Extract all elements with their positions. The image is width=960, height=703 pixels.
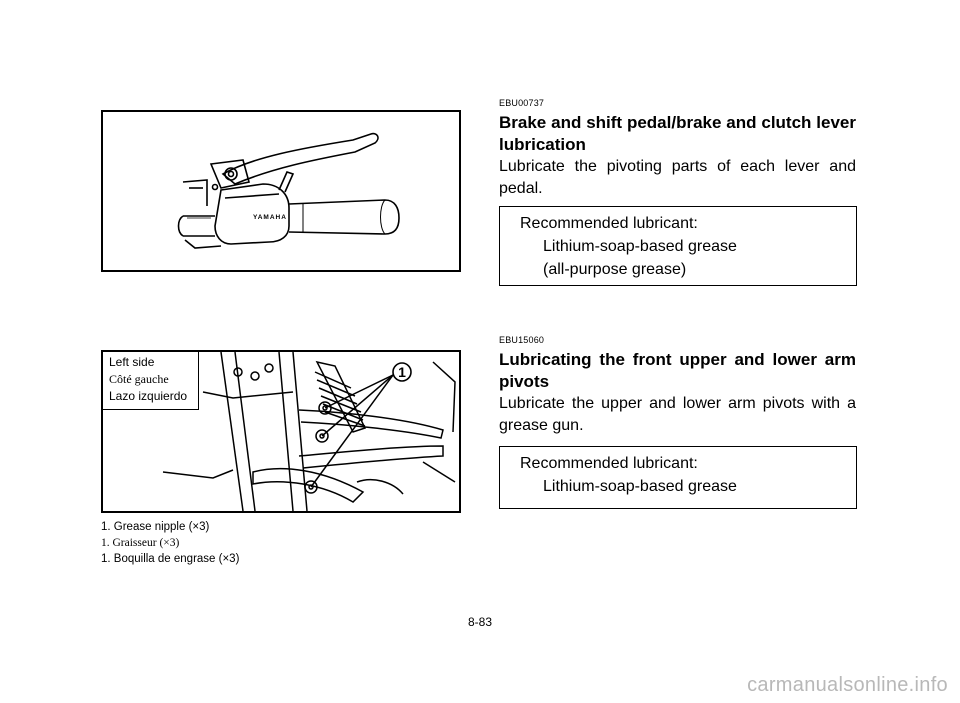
clutch-lever-figure [101,110,461,272]
section2-box-line-1: Lithium-soap-based grease [543,478,737,495]
section1-box-line-2: (all-purpose grease) [543,261,687,278]
section1-heading: Brake and shift pedal/brake and clutch lever lubrication [499,113,856,154]
yamaha-logo-text: YAMAHA [253,214,287,221]
section1-box-line-1: Lithium-soap-based grease [543,238,737,255]
caption-en: 1. Grease nipple (×3) [101,521,210,533]
caption-fr: 1. Graisseur (×3) [101,537,180,549]
section1-body: Lubricate the pivoting parts of each lever and pedal. [499,158,856,197]
front-arm-figure [101,350,461,513]
clutch-lever-illustration [103,112,459,270]
watermark: carmanualsonline.info [747,674,948,696]
section1-lubricant-box [499,206,857,286]
section1-code: EBU00737 [499,98,545,108]
side-label-box [103,352,199,410]
callout-number: 1 [398,364,406,380]
section2-code: EBU15060 [499,335,545,345]
side-label-en: Left side [109,355,155,369]
section2-heading: Lubricating the front upper and lower arm pivots [499,350,856,391]
section2-body: Lubricate the upper and lower arm pivots with a grease gun. [499,395,856,434]
figure-captions [101,519,239,567]
side-label-es: Lazo izquierdo [109,389,188,403]
section2-box-title: Recommended lubricant: [520,455,698,472]
side-label-fr: Côté gauche [109,372,169,386]
section2-lubricant-box [499,446,857,509]
section1-box-title: Recommended lubricant: [520,215,698,232]
page-number: 8-83 [467,615,493,629]
caption-es: 1. Boquilla de engrase (×3) [101,553,240,565]
